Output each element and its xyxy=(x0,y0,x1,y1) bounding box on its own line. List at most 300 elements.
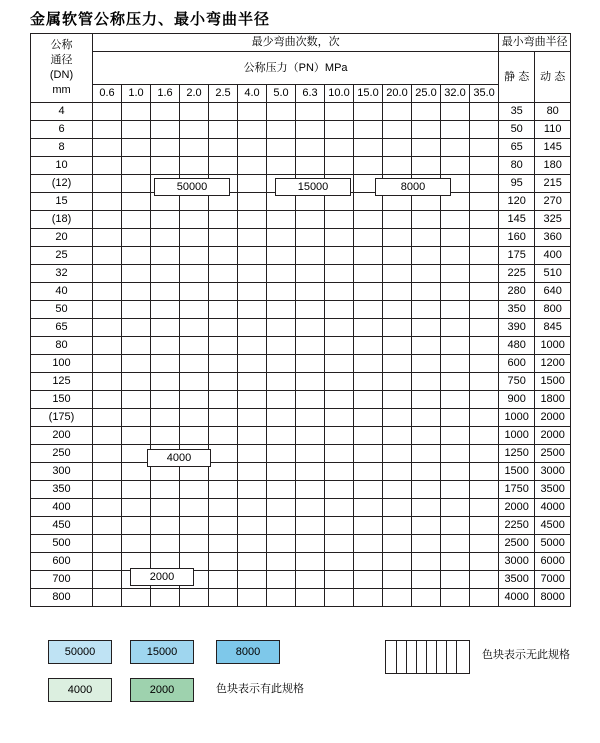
radius-static-value: 900 xyxy=(499,391,535,409)
radius-static-value: 390 xyxy=(499,319,535,337)
grid-cell xyxy=(470,211,499,229)
grid-cell xyxy=(441,139,470,157)
grid-cell xyxy=(122,283,151,301)
grid-cell xyxy=(267,337,296,355)
grid-cell xyxy=(180,391,209,409)
grid-cell xyxy=(470,337,499,355)
grid-cell xyxy=(180,265,209,283)
grid-cell xyxy=(470,265,499,283)
grid-cell xyxy=(325,211,354,229)
grid-cell xyxy=(441,337,470,355)
dn-header-line-0: 公称 xyxy=(50,39,73,51)
grid-cell xyxy=(412,355,441,373)
grid-cell xyxy=(441,553,470,571)
table-row xyxy=(31,463,571,481)
dn-header-line-2: (DN) xyxy=(49,69,74,81)
grid-cell xyxy=(470,445,499,463)
grid-cell xyxy=(180,427,209,445)
radius-dynamic-value: 2000 xyxy=(535,409,571,427)
grid-cell xyxy=(93,571,122,589)
grid-cell xyxy=(209,445,238,463)
grid-cell xyxy=(354,319,383,337)
grid-cell xyxy=(180,373,209,391)
grid-cell xyxy=(122,481,151,499)
radius-dynamic-value: 400 xyxy=(535,247,571,265)
grid-cell xyxy=(180,355,209,373)
grid-cell xyxy=(209,121,238,139)
dn-value: 8 xyxy=(31,139,93,157)
grid-cell xyxy=(470,157,499,175)
grid-cell xyxy=(296,211,325,229)
grid-cell xyxy=(151,121,180,139)
grid-cell xyxy=(325,265,354,283)
grid-cell xyxy=(238,139,267,157)
grid-cell xyxy=(93,589,122,607)
grid-cell xyxy=(122,265,151,283)
grid-cell xyxy=(412,553,441,571)
grid-cell xyxy=(180,283,209,301)
grid-cell xyxy=(238,337,267,355)
pn-value-12: 32.0 xyxy=(441,85,470,103)
table-row xyxy=(31,517,571,535)
grid-cell xyxy=(470,589,499,607)
dn-value: 80 xyxy=(31,337,93,355)
radius-dynamic-value: 1200 xyxy=(535,355,571,373)
grid-cell xyxy=(354,355,383,373)
grid-cell xyxy=(383,157,412,175)
grid-cell xyxy=(383,139,412,157)
grid-cell xyxy=(412,445,441,463)
grid-cell xyxy=(238,229,267,247)
grid-cell xyxy=(238,265,267,283)
grid-cell xyxy=(470,283,499,301)
table-row xyxy=(31,319,571,337)
grid-cell xyxy=(441,283,470,301)
grid-cell xyxy=(354,229,383,247)
grid-cell xyxy=(267,247,296,265)
grid-cell xyxy=(122,337,151,355)
dn-value: 4 xyxy=(31,103,93,121)
dn-value: 700 xyxy=(31,571,93,589)
grid-cell xyxy=(441,499,470,517)
grid-cell xyxy=(238,355,267,373)
grid-cell xyxy=(267,373,296,391)
grid-cell xyxy=(267,229,296,247)
dn-value: 25 xyxy=(31,247,93,265)
dn-value: 300 xyxy=(31,463,93,481)
grid-cell xyxy=(296,391,325,409)
table-row xyxy=(31,481,571,499)
grid-cell xyxy=(180,589,209,607)
grid-cell xyxy=(267,553,296,571)
grid-cell xyxy=(296,103,325,121)
grid-cell xyxy=(151,535,180,553)
radius-static-value: 65 xyxy=(499,139,535,157)
dn-value: 500 xyxy=(31,535,93,553)
radius-static-value: 2500 xyxy=(499,535,535,553)
grid-cell xyxy=(296,445,325,463)
grid-cell xyxy=(383,481,412,499)
grid-cell xyxy=(354,157,383,175)
grid-cell xyxy=(238,571,267,589)
radius-static-value: 4000 xyxy=(499,589,535,607)
grid-cell xyxy=(93,337,122,355)
table-header-row-1 xyxy=(31,34,571,52)
grid-cell xyxy=(412,517,441,535)
dn-value: (175) xyxy=(31,409,93,427)
grid-cell xyxy=(441,535,470,553)
grid-cell xyxy=(412,103,441,121)
grid-cell xyxy=(93,355,122,373)
grid-cell xyxy=(209,499,238,517)
grid-cell xyxy=(238,121,267,139)
grid-cell xyxy=(412,139,441,157)
grid-cell xyxy=(238,193,267,211)
grid-cell xyxy=(151,265,180,283)
grid-cell xyxy=(180,481,209,499)
grid-cell xyxy=(180,535,209,553)
grid-cell xyxy=(122,229,151,247)
grid-cell xyxy=(151,211,180,229)
dn-value: 65 xyxy=(31,319,93,337)
radius-static-header: 静 态 xyxy=(499,52,535,103)
radius-dynamic-value: 215 xyxy=(535,175,571,193)
grid-cell xyxy=(383,535,412,553)
table-row xyxy=(31,139,571,157)
grid-cell xyxy=(180,247,209,265)
dn-value: 40 xyxy=(31,283,93,301)
grid-cell xyxy=(354,301,383,319)
grid-cell xyxy=(470,229,499,247)
grid-cell xyxy=(383,391,412,409)
grid-cell xyxy=(267,445,296,463)
grid-cell xyxy=(209,103,238,121)
pn-value-4: 2.5 xyxy=(209,85,238,103)
grid-cell xyxy=(180,157,209,175)
grid-cell xyxy=(180,211,209,229)
grid-cell xyxy=(267,571,296,589)
table-row xyxy=(31,355,571,373)
bend-radius-header: 最小弯曲半径 xyxy=(499,34,571,52)
grid-cell xyxy=(470,553,499,571)
grid-cell xyxy=(238,103,267,121)
grid-cell xyxy=(267,283,296,301)
dn-value: 150 xyxy=(31,391,93,409)
grid-cell xyxy=(296,499,325,517)
grid-cell xyxy=(441,571,470,589)
table-row xyxy=(31,211,571,229)
grid-cell xyxy=(412,427,441,445)
grid-cell xyxy=(238,409,267,427)
legend xyxy=(30,636,570,726)
grid-cell xyxy=(151,301,180,319)
radius-dynamic-value: 3000 xyxy=(535,463,571,481)
grid-cell xyxy=(441,517,470,535)
radius-dynamic-value: 180 xyxy=(535,157,571,175)
grid-cell xyxy=(238,481,267,499)
grid-cell xyxy=(383,355,412,373)
dn-value: 400 xyxy=(31,499,93,517)
grid-cell xyxy=(122,319,151,337)
pn-value-7: 6.3 xyxy=(296,85,325,103)
grid-cell xyxy=(383,265,412,283)
grid-cell xyxy=(122,589,151,607)
radius-dynamic-value: 7000 xyxy=(535,571,571,589)
grid-cell xyxy=(93,427,122,445)
radius-dynamic-value: 1800 xyxy=(535,391,571,409)
pn-value-6: 5.0 xyxy=(267,85,296,103)
grid-cell xyxy=(151,391,180,409)
table-row xyxy=(31,283,571,301)
table-row xyxy=(31,373,571,391)
grid-cell xyxy=(354,373,383,391)
grid-cell xyxy=(354,103,383,121)
grid-cell xyxy=(238,445,267,463)
legend-has-spec-text: 色块表示有此规格 xyxy=(216,683,304,695)
grid-cell xyxy=(354,337,383,355)
radius-static-value: 50 xyxy=(499,121,535,139)
grid-cell xyxy=(151,409,180,427)
dn-value: 450 xyxy=(31,517,93,535)
grid-cell xyxy=(441,463,470,481)
grid-cell xyxy=(325,535,354,553)
radius-dynamic-value: 4000 xyxy=(535,499,571,517)
grid-cell xyxy=(151,589,180,607)
grid-cell xyxy=(296,409,325,427)
grid-cell xyxy=(325,157,354,175)
grid-cell xyxy=(267,103,296,121)
table-row xyxy=(31,391,571,409)
legend-swatch-50000: 50000 xyxy=(48,640,112,664)
grid-cell xyxy=(470,427,499,445)
radius-dynamic-value: 145 xyxy=(535,139,571,157)
grid-cell xyxy=(93,409,122,427)
grid-cell xyxy=(238,535,267,553)
radius-static-value: 1750 xyxy=(499,481,535,499)
grid-cell xyxy=(122,427,151,445)
grid-cell xyxy=(209,517,238,535)
grid-cell xyxy=(151,103,180,121)
spec-table-container xyxy=(30,33,570,607)
grid-cell xyxy=(470,301,499,319)
radius-dynamic-value: 640 xyxy=(535,283,571,301)
grid-cell xyxy=(354,535,383,553)
pn-value-3: 2.0 xyxy=(180,85,209,103)
grid-cell xyxy=(122,517,151,535)
grid-cell xyxy=(93,121,122,139)
table-row xyxy=(31,553,571,571)
grid-cell xyxy=(383,427,412,445)
grid-cell xyxy=(151,499,180,517)
grid-cell xyxy=(122,355,151,373)
grid-cell xyxy=(180,409,209,427)
grid-cell xyxy=(267,265,296,283)
grid-cell xyxy=(383,121,412,139)
grid-cell xyxy=(238,373,267,391)
radius-static-value: 750 xyxy=(499,373,535,391)
grid-cell xyxy=(267,319,296,337)
grid-cell xyxy=(209,229,238,247)
grid-cell xyxy=(441,427,470,445)
radius-dynamic-value: 1500 xyxy=(535,373,571,391)
grid-cell xyxy=(412,337,441,355)
grid-cell xyxy=(238,391,267,409)
grid-cell xyxy=(209,553,238,571)
grid-cell xyxy=(267,301,296,319)
grid-cell xyxy=(296,337,325,355)
grid-cell xyxy=(122,139,151,157)
grid-cell xyxy=(354,499,383,517)
grid-cell xyxy=(209,301,238,319)
grid-cell xyxy=(93,481,122,499)
grid-cell xyxy=(209,427,238,445)
grid-cell xyxy=(122,409,151,427)
dn-value: 125 xyxy=(31,373,93,391)
grid-cell xyxy=(296,139,325,157)
radius-dynamic-value: 800 xyxy=(535,301,571,319)
grid-cell xyxy=(209,589,238,607)
grid-cell xyxy=(470,355,499,373)
radius-dynamic-value: 1000 xyxy=(535,337,571,355)
grid-cell xyxy=(122,175,151,193)
legend-swatch-15000: 15000 xyxy=(130,640,194,664)
grid-cell xyxy=(441,409,470,427)
grid-cell xyxy=(412,157,441,175)
grid-cell xyxy=(383,373,412,391)
grid-cell xyxy=(325,481,354,499)
grid-cell xyxy=(238,175,267,193)
dn-value: 6 xyxy=(31,121,93,139)
grid-cell xyxy=(325,499,354,517)
radius-static-value: 2000 xyxy=(499,499,535,517)
grid-cell xyxy=(325,463,354,481)
table-row xyxy=(31,499,571,517)
grid-cell xyxy=(93,283,122,301)
grid-cell xyxy=(325,103,354,121)
grid-cell xyxy=(296,481,325,499)
grid-cell xyxy=(325,427,354,445)
radius-static-value: 120 xyxy=(499,193,535,211)
radius-static-value: 80 xyxy=(499,157,535,175)
grid-cell xyxy=(354,409,383,427)
grid-cell xyxy=(93,301,122,319)
grid-cell xyxy=(412,211,441,229)
grid-cell xyxy=(151,283,180,301)
grid-cell xyxy=(325,283,354,301)
grid-cell xyxy=(354,211,383,229)
grid-cell xyxy=(441,481,470,499)
pn-header: 公称压力（PN）MPa xyxy=(93,52,499,85)
table-row xyxy=(31,247,571,265)
grid-cell xyxy=(93,139,122,157)
dn-value: 250 xyxy=(31,445,93,463)
grid-cell xyxy=(412,571,441,589)
grid-cell xyxy=(151,247,180,265)
grid-cell xyxy=(238,427,267,445)
grid-cell xyxy=(93,265,122,283)
radius-dynamic-value: 110 xyxy=(535,121,571,139)
grid-cell xyxy=(470,373,499,391)
table-row xyxy=(31,427,571,445)
grid-cell xyxy=(180,121,209,139)
grid-cell xyxy=(151,517,180,535)
grid-cell xyxy=(441,157,470,175)
pn-value-10: 20.0 xyxy=(383,85,412,103)
grid-cell xyxy=(354,553,383,571)
grid-cell xyxy=(441,319,470,337)
grid-cell xyxy=(383,571,412,589)
grid-cell xyxy=(354,265,383,283)
grid-cell xyxy=(93,463,122,481)
radius-dynamic-value: 510 xyxy=(535,265,571,283)
grid-cell xyxy=(296,301,325,319)
pn-value-13: 35.0 xyxy=(470,85,499,103)
grid-cell xyxy=(209,355,238,373)
grid-cell xyxy=(122,391,151,409)
grid-cell xyxy=(209,571,238,589)
grid-cell xyxy=(325,445,354,463)
bend-count-header: 最少弯曲次数，次 xyxy=(93,34,499,52)
radius-static-value: 1250 xyxy=(499,445,535,463)
dn-value: (12) xyxy=(31,175,93,193)
grid-cell xyxy=(470,121,499,139)
grid-cell xyxy=(151,355,180,373)
grid-cell xyxy=(267,517,296,535)
radius-dynamic-value: 4500 xyxy=(535,517,571,535)
grid-cell xyxy=(412,121,441,139)
pn-value-2: 1.6 xyxy=(151,85,180,103)
radius-static-value: 3000 xyxy=(499,553,535,571)
grid-cell xyxy=(383,319,412,337)
grid-cell xyxy=(441,265,470,283)
grid-cell xyxy=(470,409,499,427)
grid-cell xyxy=(180,139,209,157)
grid-cell xyxy=(209,409,238,427)
legend-swatch-4000: 4000 xyxy=(48,678,112,702)
grid-cell xyxy=(325,247,354,265)
grid-cell xyxy=(209,535,238,553)
grid-cell xyxy=(412,463,441,481)
radius-static-value: 175 xyxy=(499,247,535,265)
radius-dynamic-value: 5000 xyxy=(535,535,571,553)
grid-cell xyxy=(93,193,122,211)
grid-cell xyxy=(209,211,238,229)
radius-dynamic-value: 80 xyxy=(535,103,571,121)
grid-cell xyxy=(383,445,412,463)
grid-cell xyxy=(412,409,441,427)
grid-cell xyxy=(122,157,151,175)
grid-cell xyxy=(441,121,470,139)
grid-cell xyxy=(93,247,122,265)
grid-cell xyxy=(325,517,354,535)
callout-8000: 8000 xyxy=(375,178,451,196)
grid-cell xyxy=(296,319,325,337)
grid-cell xyxy=(325,409,354,427)
grid-cell xyxy=(325,301,354,319)
grid-cell xyxy=(354,481,383,499)
dn-value: 100 xyxy=(31,355,93,373)
pn-value-8: 10.0 xyxy=(325,85,354,103)
dn-header-text xyxy=(31,34,92,102)
radius-static-value: 95 xyxy=(499,175,535,193)
grid-cell xyxy=(93,211,122,229)
grid-cell xyxy=(122,373,151,391)
table-row xyxy=(31,535,571,553)
grid-cell xyxy=(209,265,238,283)
grid-cell xyxy=(122,121,151,139)
grid-cell xyxy=(209,139,238,157)
grid-cell xyxy=(470,247,499,265)
